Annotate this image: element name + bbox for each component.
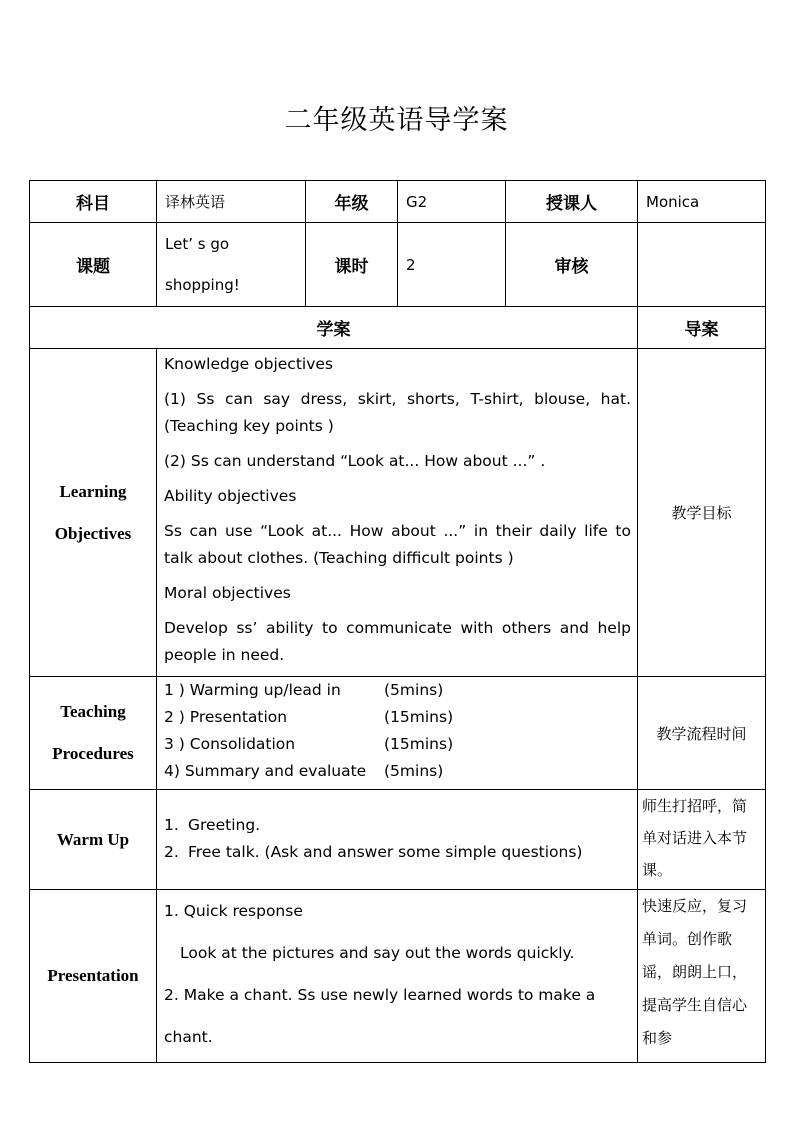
subject-label: 科目 xyxy=(30,181,157,223)
page-title: 二年级英语导学案 xyxy=(284,105,509,136)
warm-up-content xyxy=(157,790,638,890)
study-plan-header: 学案 xyxy=(30,307,638,349)
warm-up-label: Warm Up xyxy=(30,790,157,890)
knowledge-heading: Knowledge objectives xyxy=(164,355,333,373)
teaching-procedures-content xyxy=(157,677,638,790)
guide-plan-header: 导案 xyxy=(638,307,766,349)
warm-up-row xyxy=(30,790,766,890)
presentation-item-1-detail: Look at the pictures and say out the words quickly. xyxy=(180,944,575,962)
ability-text: Ss can use “Look at... How about ...” in their daily life to talk about clothes. (Teaching difficult points ) xyxy=(164,522,631,567)
procedure-item: 4) Summary and evaluate (5mins) xyxy=(164,762,444,780)
header-row-1 xyxy=(30,181,766,223)
learning-objectives-label: Learning Objectives xyxy=(30,349,157,677)
grade-label: 年级 xyxy=(306,181,398,223)
learning-objectives-content xyxy=(157,349,638,677)
moral-heading: Moral objectives xyxy=(164,584,291,602)
presentation-item-2: 2. Make a chant. Ss use newly learned words to make a chant. xyxy=(164,986,596,1046)
presentation-label: Presentation xyxy=(30,890,157,1063)
procedure-item: 1 ) Warming up/lead in (5mins) xyxy=(164,681,444,699)
procedure-item: 3 ) Consolidation (15mins) xyxy=(164,735,454,753)
header-row-2 xyxy=(30,223,766,307)
topic-value xyxy=(157,223,306,307)
teacher-label: 授课人 xyxy=(506,181,638,223)
procedure-item: 2 ) Presentation (15mins) xyxy=(164,708,454,726)
grade-value: G2 xyxy=(398,181,506,223)
list-item: 1. Greeting. xyxy=(164,815,261,834)
knowledge-item-2: (2) Ss can understand “Look at... How about ...” . xyxy=(164,452,546,470)
teaching-procedures-note: 教学流程时间 xyxy=(638,677,766,790)
presentation-item-1: 1. Quick response xyxy=(164,902,303,920)
learning-objectives-row xyxy=(30,349,766,677)
topic-line-1: Let’ s go xyxy=(165,234,230,253)
topic-line-2: shopping! xyxy=(165,275,240,294)
teacher-value: Monica xyxy=(638,181,766,223)
presentation-note: 快速反应，复习单词。创作歌谣，朗朗上口，提高学生自信心和参 xyxy=(638,890,766,1063)
review-label: 审核 xyxy=(506,223,638,307)
review-value xyxy=(638,223,766,307)
subject-value: 译林英语 xyxy=(157,181,306,223)
section-header-row xyxy=(30,307,766,349)
topic-label: 课题 xyxy=(30,223,157,307)
period-label: 课时 xyxy=(306,223,398,307)
presentation-row xyxy=(30,890,766,1063)
lesson-plan-table xyxy=(29,180,766,1063)
presentation-content xyxy=(157,890,638,1063)
list-item: 2. Free talk. (Ask and answer some simple questions) xyxy=(164,842,583,861)
knowledge-item-1: (1) Ss can say dress, skirt, shorts, T-shirt, blouse, hat. (Teaching key points ) xyxy=(164,390,631,435)
warm-up-note: 师生打招呼，简单对话进入本节课。 xyxy=(638,790,766,890)
learning-objectives-note: 教学目标 xyxy=(638,349,766,677)
teaching-procedures-label: Teaching Procedures xyxy=(30,677,157,790)
moral-text: Develop ss’ ability to communicate with others and help people in need. xyxy=(164,619,631,664)
teaching-procedures-row xyxy=(30,677,766,790)
period-value: 2 xyxy=(398,223,506,307)
ability-heading: Ability objectives xyxy=(164,487,297,505)
